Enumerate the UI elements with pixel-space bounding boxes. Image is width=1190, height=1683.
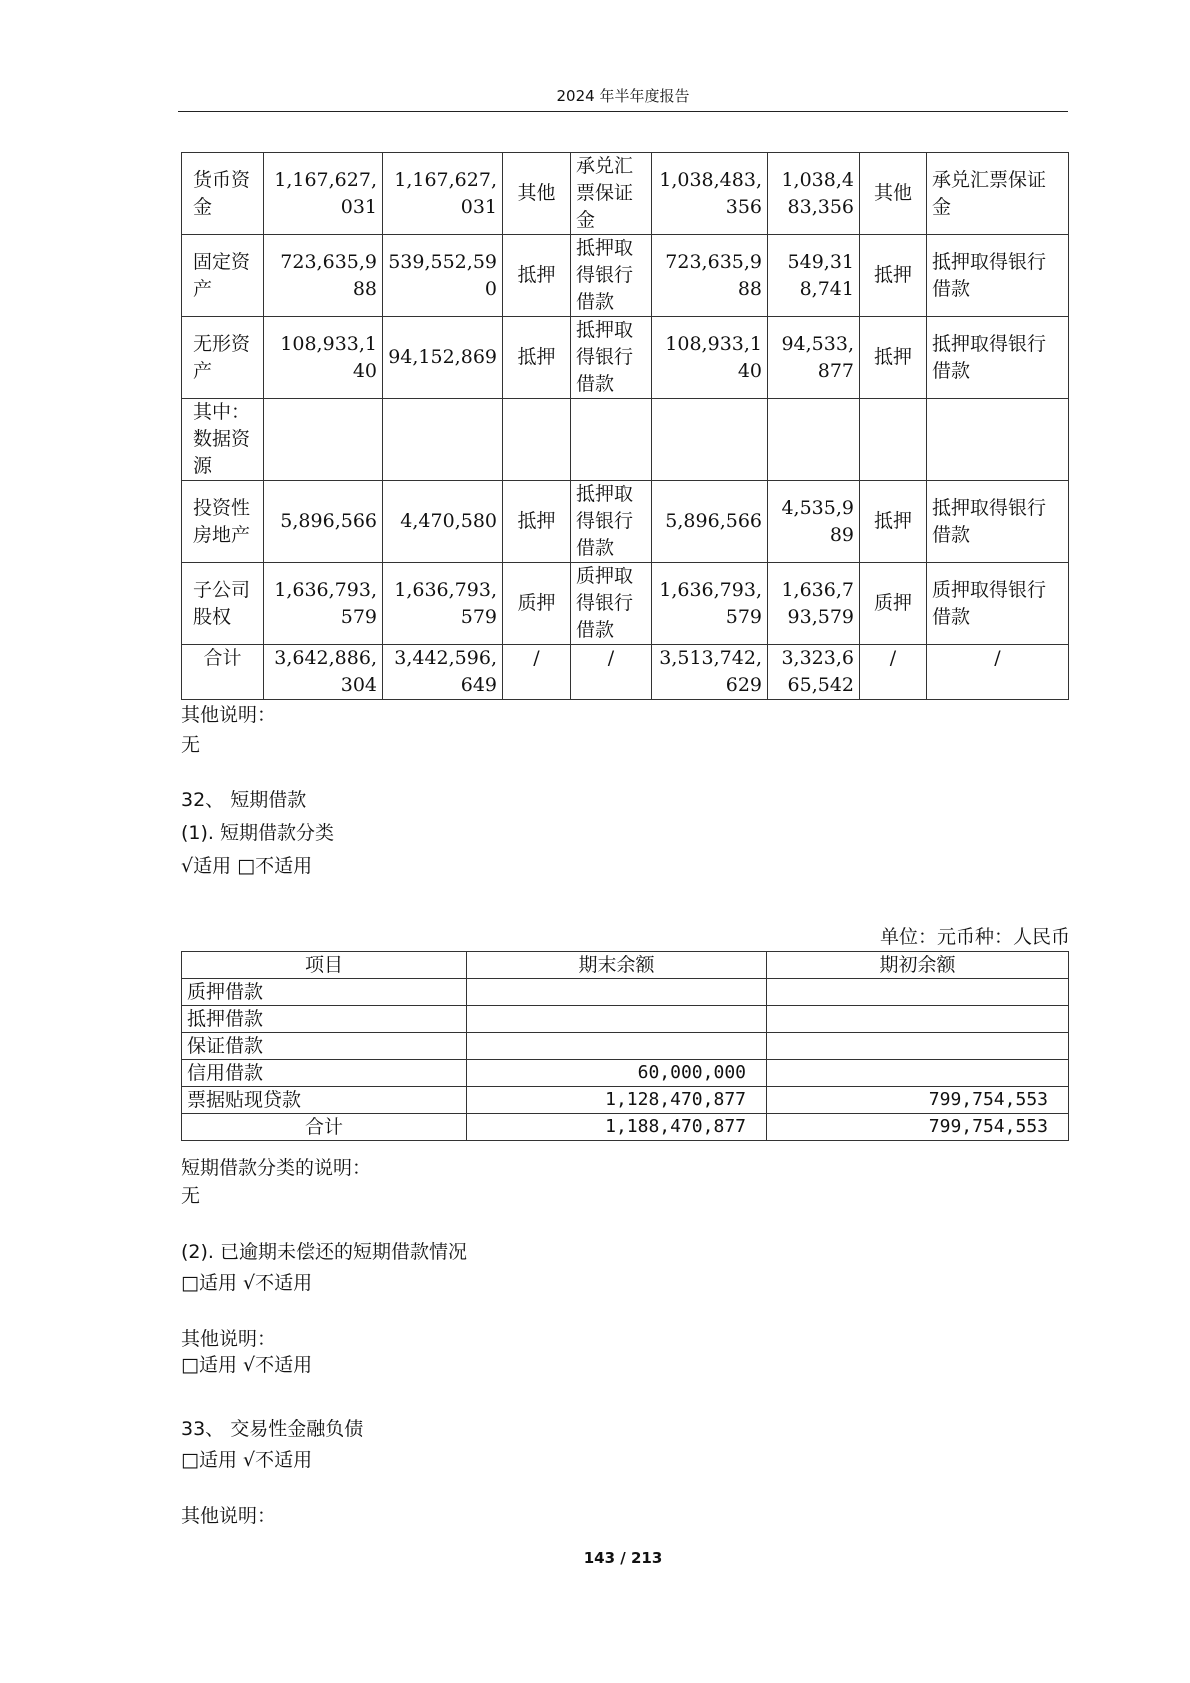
table-row [182, 235, 1069, 317]
header-rule [178, 111, 1068, 112]
table-cell: 1,636,793,579 [652, 563, 768, 645]
table-cell: 质押借款 [182, 979, 467, 1006]
table-cell: 1,167,627,031 [383, 153, 503, 235]
table-header-row [182, 952, 1069, 979]
table-cell: 1,636,793,579 [383, 563, 503, 645]
other-note-label: 其他说明： [181, 704, 277, 726]
table-cell: 质押取得银行借款 [927, 563, 1069, 645]
column-header: 期末余额 [467, 952, 767, 979]
table-cell: 1,038,483,356 [768, 153, 860, 235]
table-cell: 1,038,483,356 [652, 153, 768, 235]
table-cell: / [571, 645, 652, 700]
table-cell [767, 1006, 1069, 1033]
table-cell: 其他 [503, 153, 571, 235]
section-32-1-applicable: √适用 □不适用 [181, 855, 313, 877]
table-cell: 108,933,140 [264, 317, 383, 399]
currency-unit: 单位：元币种：人民币 [879, 926, 1070, 948]
table-cell [652, 399, 768, 481]
section-33-applicable: □适用 √不适用 [181, 1449, 313, 1471]
table-cell: 抵押 [503, 235, 571, 317]
table-cell [767, 979, 1069, 1006]
table-cell: 1,167,627,031 [264, 153, 383, 235]
table-cell: 抵押 [503, 481, 571, 563]
table-cell: 其他 [860, 153, 927, 235]
table-cell: / [860, 645, 927, 700]
table-row [182, 481, 1069, 563]
table-cell [264, 399, 383, 481]
table-cell: 799,754,553 [767, 1087, 1069, 1114]
table-total-row [182, 1114, 1069, 1141]
restricted-assets-table [181, 152, 1069, 700]
table-cell: 1,636,793,579 [768, 563, 860, 645]
table-cell: 抵押取得银行借款 [927, 235, 1069, 317]
page-number: 143 / 213 [583, 1549, 663, 1567]
table-cell: 4,470,580 [383, 481, 503, 563]
other-note-value: 无 [181, 734, 201, 756]
table-cell [467, 1033, 767, 1060]
table-row [182, 979, 1069, 1006]
table-cell: 抵押 [860, 481, 927, 563]
table-cell: 1,636,793,579 [264, 563, 383, 645]
table-cell: 货币资金 [182, 153, 264, 235]
table-cell: 723,635,988 [264, 235, 383, 317]
table-cell: 质押 [503, 563, 571, 645]
table-cell [571, 399, 652, 481]
page-header: 2024 年半年度报告 [556, 87, 690, 105]
table-cell: 无形资产 [182, 317, 264, 399]
table-row [182, 1087, 1069, 1114]
table-cell: 承兑汇票保证金 [927, 153, 1069, 235]
table-cell: 1,128,470,877 [467, 1087, 767, 1114]
table-cell: 3,642,886,304 [264, 645, 383, 700]
table-cell: 抵押取得银行借款 [571, 317, 652, 399]
table-cell: 5,896,566 [264, 481, 383, 563]
table-cell: 549,318,741 [768, 235, 860, 317]
table-cell: 票据贴现贷款 [182, 1087, 467, 1114]
table-cell: 1,188,470,877 [467, 1114, 767, 1141]
table-cell: 其中：数据资源 [182, 399, 264, 481]
table-row [182, 317, 1069, 399]
table-cell: 抵押 [860, 317, 927, 399]
table-cell: 5,896,566 [652, 481, 768, 563]
table-cell [860, 399, 927, 481]
table-cell [467, 979, 767, 1006]
table-cell [467, 1006, 767, 1033]
section-32-other-label: 其他说明： [181, 1328, 277, 1350]
table-cell: 3,513,742,629 [652, 645, 768, 700]
table-cell: 抵押取得银行借款 [927, 317, 1069, 399]
section-32-1-title: (1). 短期借款分类 [181, 822, 334, 844]
section-32-other-applicable: □适用 √不适用 [181, 1354, 313, 1376]
table-cell: 4,535,989 [768, 481, 860, 563]
table-cell: / [503, 645, 571, 700]
table-row [182, 1033, 1069, 1060]
loan-desc-value: 无 [181, 1185, 201, 1207]
table-cell: 保证借款 [182, 1033, 467, 1060]
table-cell [767, 1060, 1069, 1087]
table-cell: 799,754,553 [767, 1114, 1069, 1141]
table-cell: 94,533,877 [768, 317, 860, 399]
column-header: 项目 [182, 952, 467, 979]
table-row [182, 563, 1069, 645]
table-cell: 539,552,590 [383, 235, 503, 317]
table-cell: 投资性房地产 [182, 481, 264, 563]
table-cell [768, 399, 860, 481]
table-cell: 质押取得银行借款 [571, 563, 652, 645]
table-total-row [182, 645, 1069, 700]
table-cell: 承兑汇票保证金 [571, 153, 652, 235]
table-row [182, 153, 1069, 235]
table-cell: 抵押取得银行借款 [927, 481, 1069, 563]
column-header: 期初余额 [767, 952, 1069, 979]
table-cell: 108,933,140 [652, 317, 768, 399]
section-32-2-title: (2). 已逾期未偿还的短期借款情况 [181, 1241, 467, 1263]
section-33-title: 33、 交易性金融负债 [181, 1418, 364, 1440]
table-cell: 信用借款 [182, 1060, 467, 1087]
table-cell: 质押 [860, 563, 927, 645]
table-cell [503, 399, 571, 481]
loan-desc-label: 短期借款分类的说明： [181, 1157, 372, 1179]
table-cell: 3,442,596,649 [383, 645, 503, 700]
section-32-title: 32、 短期借款 [181, 789, 307, 811]
table-cell: / [927, 645, 1069, 700]
table-row [182, 1060, 1069, 1087]
table-cell [767, 1033, 1069, 1060]
section-33-other-label: 其他说明： [181, 1505, 277, 1527]
table-cell [927, 399, 1069, 481]
table-cell: 94,152,869 [383, 317, 503, 399]
table-cell: 抵押取得银行借款 [571, 481, 652, 563]
table-cell: 抵押 [503, 317, 571, 399]
table-row [182, 1006, 1069, 1033]
short-term-loan-table [181, 951, 1069, 1141]
table-cell: 723,635,988 [652, 235, 768, 317]
table-cell: 抵押取得银行借款 [571, 235, 652, 317]
table-cell: 抵押借款 [182, 1006, 467, 1033]
section-32-2-applicable: □适用 √不适用 [181, 1272, 313, 1294]
table-cell: 60,000,000 [467, 1060, 767, 1087]
table-cell: 3,323,665,542 [768, 645, 860, 700]
table-cell: 抵押 [860, 235, 927, 317]
table-cell [383, 399, 503, 481]
table-cell: 固定资产 [182, 235, 264, 317]
table-cell: 子公司股权 [182, 563, 264, 645]
table-row [182, 399, 1069, 481]
table-cell: 合计 [182, 645, 264, 700]
table-cell: 合计 [182, 1114, 467, 1141]
